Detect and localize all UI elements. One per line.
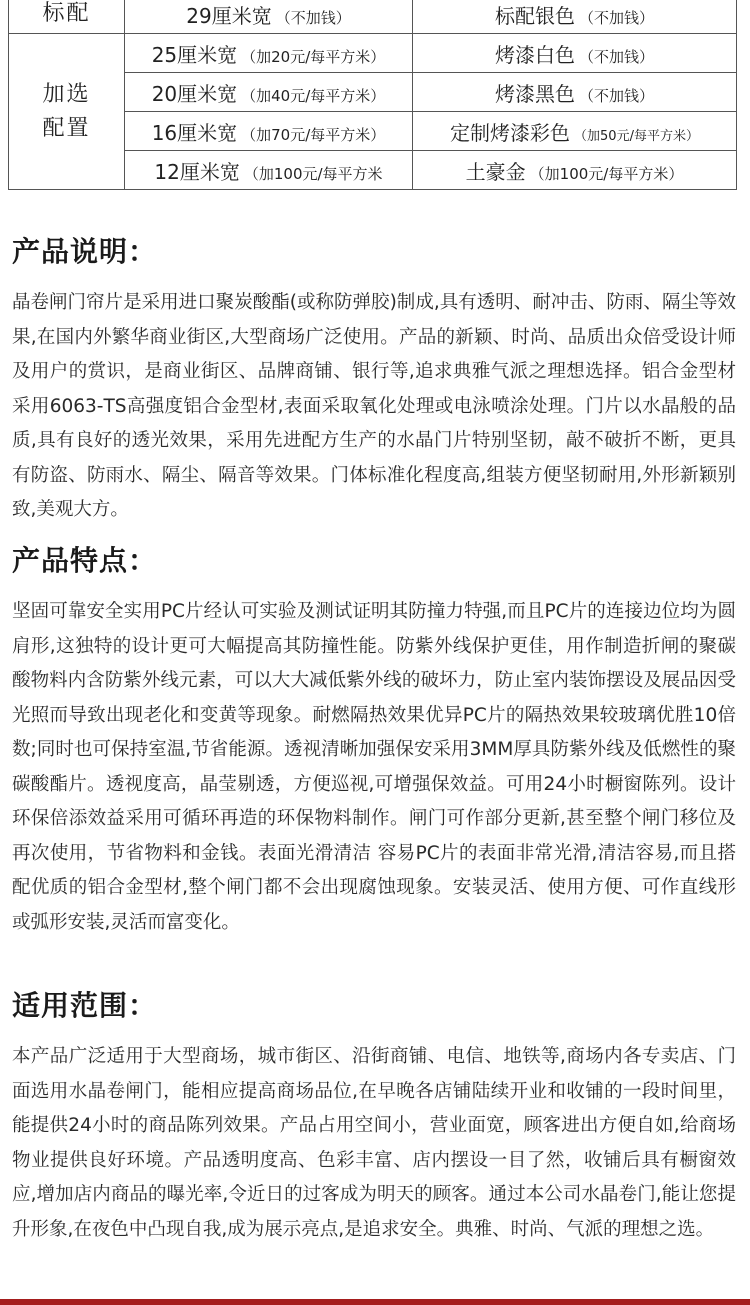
color-cell — [413, 0, 737, 34]
product-features-section — [12, 541, 736, 940]
width-value: 16厘米宽 — [151, 120, 238, 145]
width-value: 12厘米宽 — [154, 159, 240, 184]
color-value: 定制烤漆彩色 — [450, 120, 571, 145]
color-note: （不加钱） — [578, 86, 654, 105]
width-cell — [125, 151, 413, 190]
width-cell — [125, 73, 413, 112]
color-value: 标配银色 — [494, 3, 575, 28]
width-cell — [125, 34, 413, 73]
width-cell — [125, 112, 413, 151]
section-body: 晶卷闸门帘片是采用进口聚炭酸酯(或称防弹胶)制成,具有透明、耐冲击、防雨、隔尘等效果,在国内外繁华商业街区,大型商场广泛使用。产品的新颖、时尚、品质出众倍受设计师及用户的赏识，是商业街区、品牌商铺、银行等,追求典雅气派之理想选择。铝合金型材采用6063-TS高强度铝合金型材,表面采取氧化处理或电泳喷涂处理。门片以水晶般的品质,具有良好的透光效果，采用先进配方生产的水晶门片特别坚韧，敲不破折不断，更具有防盗、防雨水、隔尘、隔音等效果。门体标准化程度高,组装方便坚韧耐用,外形新颖别致,美观大方。 — [12, 292, 736, 520]
color-cell — [413, 73, 737, 112]
color-cell — [413, 34, 737, 73]
section-title: 产品说明： — [12, 235, 158, 268]
product-description-section — [12, 232, 736, 528]
width-note: （不加钱） — [275, 8, 351, 27]
color-note: （加100元/每平方米） — [529, 164, 684, 183]
color-value: 土豪金 — [465, 159, 526, 184]
section-title: 产品特点： — [12, 544, 158, 577]
spec-table — [8, 0, 737, 190]
optional-label-line2: 配置 — [42, 115, 91, 141]
section-title: 适用范围： — [12, 989, 158, 1022]
table-row — [9, 34, 737, 73]
standard-label: 标配 — [9, 0, 125, 34]
color-cell — [413, 151, 737, 190]
table-row — [9, 0, 737, 34]
section-body: 本产品广泛适用于大型商场，城市街区、沿街商铺、电信、地铁等,商场内各专卖店、门面选用水晶卷闸门，能相应提高商场品位,在早晚各店铺陆续开业和收铺的一段时间里，能提供24小时的商品陈列效果。产品占用空间小，营业面宽，顾客进出方便自如,给商场物业提供良好环境。产品透明度高、色彩丰富、店内摆设一目了然，收铺后具有橱窗效应,增加店内商品的曝光率,令近日的过客成为明天的顾客。通过本公司水晶卷门,能让您提升形象,在夜色中凸现自我,成为展示亮点,是追求安全。典雅、时尚、气派的理想之选。 — [12, 1046, 736, 1240]
optional-label-line1: 加选 — [42, 81, 91, 107]
width-value: 29厘米宽 — [186, 3, 272, 28]
optional-label — [9, 34, 125, 190]
width-value: 20厘米宽 — [151, 81, 238, 106]
color-value: 烤漆黑色 — [494, 81, 575, 106]
color-note: （不加钱） — [578, 8, 654, 27]
color-value: 烤漆白色 — [494, 42, 575, 67]
width-note: （加40元/每平方米） — [241, 86, 386, 105]
color-note: （不加钱） — [578, 47, 654, 66]
footer-bar — [0, 1299, 750, 1305]
width-value: 25厘米宽 — [151, 42, 238, 67]
application-scope-section — [12, 986, 736, 1247]
color-cell — [413, 112, 737, 151]
color-note: （加50元/每平方米） — [574, 128, 699, 144]
section-body: 坚固可靠安全实用PC片经认可实验及测试证明其防撞力特强,而且PC片的连接边位均为圆肩形,这独特的设计更可大幅提高其防撞性能。防紫外线保护更佳，用作制造折闸的聚碳酸物料内含防紫外线元素，可以大大减低紫外线的破坏力，防止室内装饰摆设及展品因受光照而导致出现老化和变黄等现象。耐燃隔热效果优异PC片的隔热效果较玻璃优胜10倍数;同时也可保持室温,节省能源。透视清晰加强保安采用3MM厚具防紫外线及低燃性的聚碳酸酯片。透视度高，晶莹剔透，方便巡视,可增强保效益。可用24小时橱窗陈列。设计环保倍添效益采用可循环再造的环保物料制作。闸门可作部分更新,甚至整个闸门移位及再次使用，节省物料和金钱。表面光滑清洁 容易PC片的表面非常光滑,清洁容易,而且搭配优质的铝合金型材,整个闸门都不会出现腐蚀现象。安装灵活、使用方便、可作直线形或弧形安装,灵活而富变化。 — [12, 601, 736, 933]
width-cell — [125, 0, 413, 34]
width-note: （加20元/每平方米） — [241, 47, 386, 66]
width-note: （加100元/每平方米 — [243, 164, 383, 183]
width-note: （加70元/每平方米） — [241, 125, 386, 144]
